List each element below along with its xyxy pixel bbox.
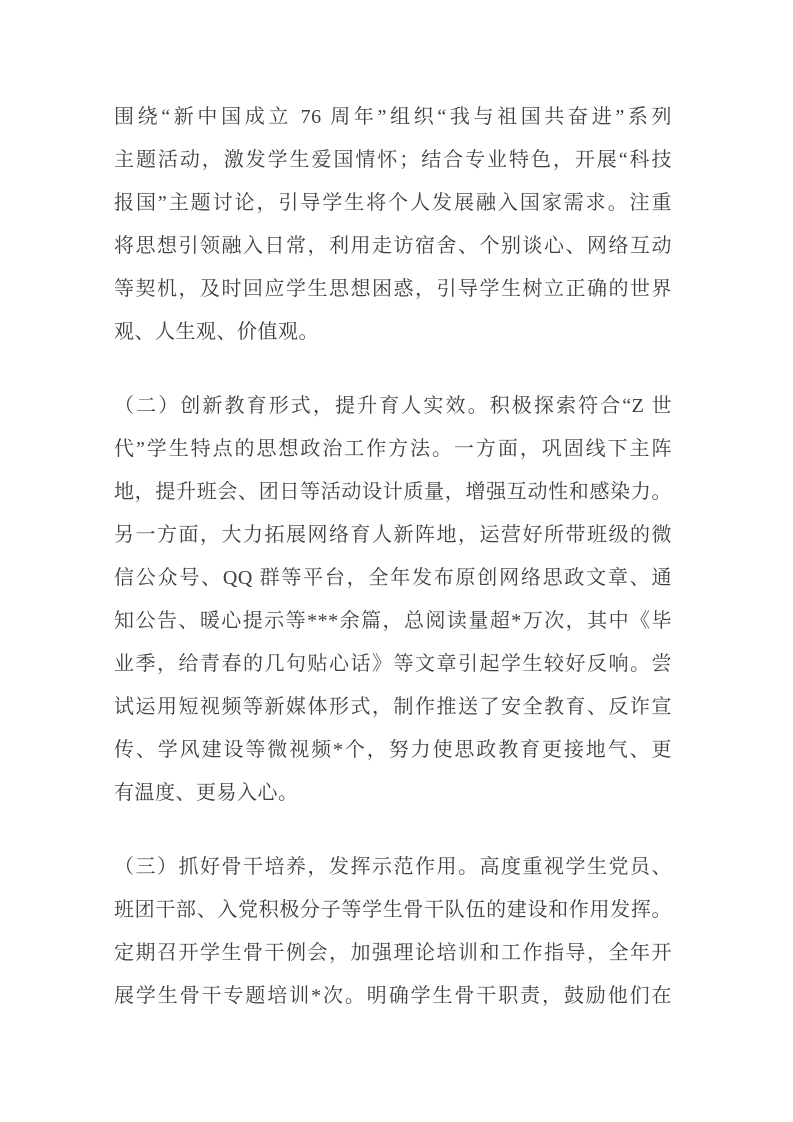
text-line: 试运用短视频等新媒体形式，制作推送了安全教育、反诈宣: [114, 696, 672, 718]
text-line: 观、人生观、价值观。: [114, 321, 319, 343]
text-line: 信公众号、QQ 群等平台，全年发布原创网络思政文章、通: [114, 567, 672, 589]
text-line: 班团干部、入党积极分子等学生骨干队伍的建设和作用发挥。: [114, 899, 672, 921]
text-line: 围绕“新中国成立 76 周年”组织“我与祖国共奋进”系列: [114, 106, 672, 128]
text-line: 主题活动，激发学生爱国情怀；结合专业特色，开展“科技: [114, 149, 672, 171]
text-line: 地，提升班会、团日等活动设计质量，增强互动性和感染力。: [114, 481, 672, 503]
text-line: 等契机，及时回应学生思想困惑，引导学生树立正确的世界: [114, 278, 672, 300]
text-line: 报国”主题讨论，引导学生将个人发展融入国家需求。注重: [114, 192, 672, 214]
paragraph-ideological-guidance: [114, 96, 672, 354]
text-line: 另一方面，大力拓展网络育人新阵地，运营好所带班级的微: [114, 524, 672, 546]
text-line: 业季，给青春的几句贴心话》等文章引起学生较好反响。尝: [114, 653, 672, 675]
text-line: 定期召开学生骨干例会，加强理论培训和工作指导，全年开: [114, 942, 672, 964]
text-line: 传、学风建设等微视频*个，努力使思政教育更接地气、更: [114, 739, 672, 761]
text-line: 将思想引领融入日常，利用走访宿舍、个别谈心、网络互动: [114, 235, 672, 257]
text-line: （三）抓好骨干培养，发挥示范作用。高度重视学生党员、: [114, 856, 672, 878]
text-line: 有温度、更易入心。: [114, 782, 299, 804]
paragraph-innovative-education: [114, 385, 672, 815]
text-line: 代”学生特点的思想政治工作方法。一方面，巩固线下主阵: [114, 438, 672, 460]
text-line: 知公告、暖心提示等***余篇，总阅读量超*万次，其中《毕: [114, 610, 672, 632]
paragraph-backbone-training: [114, 846, 672, 1018]
text-line: （二）创新教育形式，提升育人实效。积极探索符合“Z 世: [114, 395, 672, 417]
text-line: 展学生骨干专题培训*次。明确学生骨干职责，鼓励他们在: [114, 985, 672, 1007]
